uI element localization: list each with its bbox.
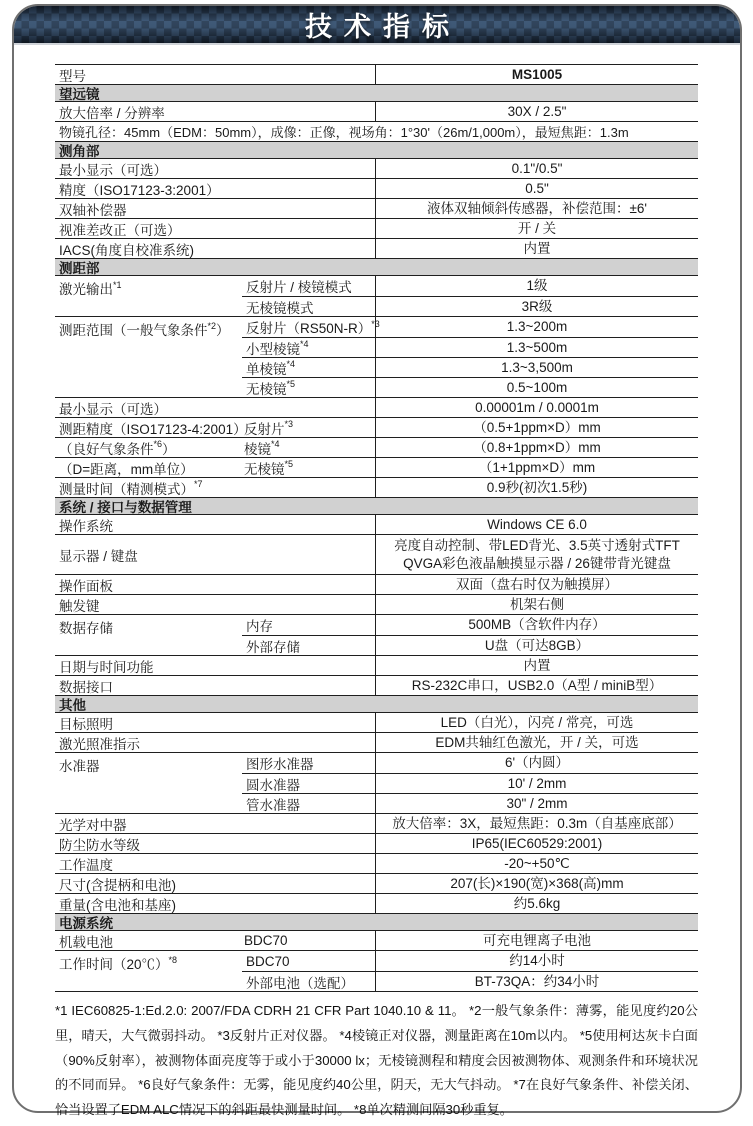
row-sub-label [242, 338, 375, 357]
sub-row [242, 377, 698, 397]
row-value [375, 338, 698, 357]
sub-row [242, 337, 698, 357]
row-value [375, 854, 698, 873]
row-label-text: 物镜孔径：45mm（EDM：50mm），成像：正像，视场角：1°30'（26m/1,000m），最短焦距：1.3m [59, 125, 629, 140]
row-label [55, 615, 242, 655]
row-label [55, 65, 375, 84]
row-sub-label [242, 951, 375, 971]
row-label [55, 874, 375, 893]
section-header-row [55, 497, 698, 514]
sub-label-text: 无棱镜$^{*5}$ [246, 379, 296, 397]
footnote-marker: *3 [371, 318, 380, 329]
row-value-text: Windows CE 6.0 [487, 516, 587, 532]
row-value-text: 6'（内圆） [504, 755, 570, 770]
sub-row [242, 635, 698, 655]
row-value [375, 615, 698, 635]
row-label [55, 219, 375, 238]
row-value [375, 358, 698, 377]
row-value-text: 30" / 2mm [506, 795, 568, 811]
spec-row [55, 238, 698, 258]
spec-row [55, 675, 698, 695]
row-value-text: 约5.6kg [513, 895, 561, 911]
row-value [375, 179, 698, 198]
spec-table [55, 64, 698, 992]
spec-row [55, 64, 698, 84]
row-label [55, 478, 375, 497]
row-value-text: EDM共轴红色激光，开 / 关，可选 [435, 734, 639, 750]
sub-rows [242, 951, 698, 991]
row-sub-label [242, 378, 375, 397]
spec-row [55, 514, 698, 534]
row-label-text: 工作温度 [59, 857, 113, 873]
row-value-text: U盘（可达8GB） [484, 637, 590, 653]
sub-label-text: 单棱镜$^{*4}$ [246, 359, 296, 377]
row-sub-label: BDC70 [244, 933, 288, 948]
row-value-text: 亮度自动控制、带LED背光、3.5英寸透射式TFT QVGA彩色液晶触摸显示器 / 26键带背光键盘 [394, 538, 680, 571]
row-value [375, 774, 698, 793]
row-value [375, 219, 698, 238]
row-value [375, 378, 698, 397]
row-value-text: 1级 [526, 278, 548, 293]
row-value [375, 951, 698, 971]
sub-label-text: 反射片$(RS50N-R)^{*3}$ [246, 318, 380, 336]
row-label-text: （良好气象条件$^{*6}$） [59, 439, 176, 457]
row-sub-label [242, 794, 375, 813]
row-value [375, 753, 698, 773]
row-value-text: 1.3~3,500m [501, 359, 573, 375]
row-label-text: 测距精度（ISO17123-4:2001） [59, 421, 247, 437]
row-label-text: 激光输出$^{*1}$ [59, 279, 122, 297]
spec-row [55, 178, 698, 198]
sub-label-text: 外部存储 [246, 639, 300, 655]
row-label-text: 数据接口 [59, 679, 113, 695]
sub-label-text: 外部电池（选配） [246, 975, 354, 991]
row-label-text: 显示器 / 键盘 [59, 548, 138, 564]
row-label-text: 防尘防水等级 [59, 837, 140, 853]
row-value-text: 1.3~200m [506, 319, 568, 334]
row-value [375, 794, 698, 813]
row-label-text: 操作面板 [59, 578, 113, 594]
sub-label-text: 内存 [246, 619, 273, 634]
footnote-marker: *8 [168, 954, 178, 965]
row-label-text: 日期与时间功能 [59, 659, 154, 675]
row-sub-label [242, 297, 375, 316]
row-label [55, 317, 242, 397]
row-value [375, 199, 698, 218]
row-value [375, 595, 698, 614]
row-value-text: 500MB（含软件内存） [468, 617, 606, 632]
row-label-text: 最小显示（可选） [59, 162, 167, 178]
row-label-text: 尺寸(含提柄和电池) [59, 877, 176, 893]
row-label-text: 放大倍率 / 分辨率 [59, 105, 165, 121]
spec-row [55, 477, 698, 497]
row-label-text: 视准差改正（可选） [59, 222, 181, 238]
row-label [55, 656, 375, 675]
row-value [375, 65, 698, 84]
row-label [55, 458, 375, 477]
footnote-marker: *4 [271, 439, 280, 449]
row-label [55, 713, 375, 732]
row-sub-label [242, 276, 375, 296]
spec-row [55, 594, 698, 614]
sub-label-text: 反射片 / 棱镜模式 [246, 280, 352, 295]
spec-row [55, 417, 698, 437]
row-value-text: 0.1"/0.5" [511, 160, 563, 176]
row-value [375, 636, 698, 655]
row-value-text: 3R级 [521, 298, 553, 314]
spec-row [55, 655, 698, 675]
spec-row-group [55, 614, 698, 655]
row-value [375, 676, 698, 695]
row-value [375, 398, 698, 417]
row-value [375, 458, 698, 477]
row-value [375, 814, 698, 833]
footnote-marker: *5 [286, 379, 296, 389]
row-label-text: 最小显示（可选） [59, 401, 167, 417]
spec-row-fullwidth [55, 121, 698, 141]
section-title: 望远镜 [59, 87, 100, 102]
spec-row [55, 158, 698, 178]
row-value-text: 207(长)×190(宽)×368(高)mm [450, 875, 624, 891]
row-label [55, 753, 242, 813]
row-value-text: 0.00001m / 0.0001m [475, 399, 599, 415]
row-value [375, 478, 698, 497]
row-label-text: 工作时间（20℃）$^{*8}$ [59, 954, 178, 972]
row-value-text: BT-73QA：约34小时 [474, 973, 600, 989]
row-value-text: 机架右侧 [510, 596, 564, 612]
sub-row [242, 357, 698, 377]
spec-row-group [55, 752, 698, 813]
row-label [55, 834, 375, 853]
spec-row-group [55, 275, 698, 316]
spec-row [55, 457, 698, 477]
sub-rows [242, 615, 698, 655]
row-label [55, 595, 375, 614]
row-label-text: 激光照准指示 [59, 736, 140, 752]
row-value-text: 0.5~100m [506, 379, 568, 395]
row-sub-label [242, 972, 375, 991]
sub-rows [242, 276, 698, 316]
spec-row [55, 732, 698, 752]
section-title: 其他 [59, 698, 86, 713]
sub-label-text: 无棱镜模式 [246, 300, 314, 316]
row-value-text: 双面（盘右时仅为触摸屏） [456, 576, 618, 592]
row-sub-label [242, 753, 375, 773]
footnote-marker: *1 [113, 279, 122, 290]
row-label-text: 目标照明 [59, 716, 113, 732]
row-value-text: LED（白光），闪亮 / 常亮，可选 [440, 714, 634, 730]
row-label [55, 733, 375, 752]
row-label [55, 814, 375, 833]
row-label [55, 676, 375, 695]
row-value-text: 30X / 2.5" [507, 103, 567, 119]
row-value [375, 894, 698, 913]
row-value [375, 239, 698, 258]
sub-label-text: 圆水准器 [246, 777, 300, 793]
row-value-text: 约14小时 [509, 953, 565, 968]
row-label [55, 951, 242, 991]
row-value-text: 内置 [523, 657, 551, 673]
sub-rows [242, 753, 698, 813]
row-label [55, 575, 375, 594]
row-label [55, 894, 375, 913]
row-value-text: 可充电锂离子电池 [483, 932, 591, 948]
content-area [14, 64, 740, 1123]
row-value-text: 0.9秒(初次1.5秒) [486, 479, 588, 495]
row-value-text: 10' / 2mm [507, 775, 567, 791]
footnote-marker: *5 [284, 459, 294, 469]
row-value [375, 656, 698, 675]
row-value-text: 1.3~500m [506, 339, 568, 355]
row-label [55, 239, 375, 258]
sub-row [242, 773, 698, 793]
spec-row [55, 101, 698, 121]
section-header-row [55, 258, 698, 275]
sub-row [242, 753, 698, 773]
row-value [375, 515, 698, 534]
spec-row-group [55, 950, 698, 991]
row-value-text: 0.5" [525, 180, 549, 196]
row-value-text: 开 / 关 [517, 220, 557, 236]
spec-row [55, 198, 698, 218]
spec-sheet-box [12, 4, 742, 1118]
row-label [55, 159, 375, 178]
header-band [14, 6, 740, 45]
row-value-text: IP65(IEC60529:2001) [471, 835, 603, 851]
row-label-text: 操作系统 [59, 518, 113, 534]
row-label [55, 179, 375, 198]
sub-row [242, 317, 698, 337]
row-sub-label [242, 774, 375, 793]
row-value-text: -20~+50℃ [504, 855, 570, 871]
row-label-text: 型号 [59, 68, 86, 84]
row-label [55, 102, 375, 121]
row-value [375, 931, 698, 950]
row-label [55, 854, 375, 873]
sub-row [242, 971, 698, 991]
row-label [55, 931, 375, 950]
sub-label-text: 图形水准器 [246, 757, 314, 772]
row-value [375, 276, 698, 296]
page-title: 技术指标 [305, 12, 461, 42]
sub-row [242, 793, 698, 813]
sub-row [242, 296, 698, 316]
spec-row [55, 833, 698, 853]
row-label-text: 光学对中器 [59, 817, 127, 833]
spec-row [55, 893, 698, 913]
row-sub-label [242, 317, 380, 337]
sub-label-text: 管水准器 [246, 797, 300, 813]
sub-label-text: 小型棱镜$^{*4}$ [246, 339, 309, 357]
spec-row [55, 813, 698, 833]
row-label-text: 水准器 [59, 759, 100, 774]
row-label-text: 双轴补偿器 [59, 202, 127, 218]
row-sub-label: 无棱镜$^{*5}$ [244, 459, 294, 477]
section-header-row [55, 84, 698, 101]
section-title: 测距部 [59, 261, 100, 276]
row-label-text: 机载电池 [59, 934, 113, 950]
row-sub-label: 反射片$^{*3}$ [244, 419, 294, 437]
section-title: 电源系统 [59, 916, 113, 931]
footnotes: *1 IEC60825-1:Ed.2.0: 2007/FDA CDRH 21 CFR Part 1040.10 & 11。 *2一般气象条件：薄雾，能见度约20公里，晴天，大气微弱抖动。 *3反射片正对仪器。 *4棱镜正对仪器，测量距离在10m以内。 *5使用柯达灰卡白面（90%反射率），被测物体面亮度等于或小于30000 lx；无棱镜测程和精度会因被测物体、观测条件和环境状况的不同而异。 *6良好气象条件：无雾，能见度约40公里，阴天，无大气抖动。 *7在良好气象条件、补偿关闭、恰当设置了EDM ALC情况下的斜距最快测量时间。 *8单次精测间隔30秒重复。 [55, 1003, 698, 1118]
row-value-text: （1+1ppm×D）mm [478, 459, 596, 475]
row-value [375, 733, 698, 752]
row-label-text: 重量(含电池和基座) [59, 897, 176, 913]
row-value-text: （0.8+1ppm×D）mm [473, 439, 601, 455]
row-value [375, 159, 698, 178]
row-label [55, 535, 375, 574]
row-label [55, 418, 375, 437]
row-value-text: 内置 [523, 240, 551, 256]
spec-row [55, 397, 698, 417]
footnote-marker: *4 [286, 359, 296, 369]
row-value [375, 713, 698, 732]
footnote-marker: *4 [300, 339, 309, 349]
row-value-text: 放大倍率：3X，最短焦距：0.3m（自基座底部） [392, 815, 682, 831]
row-sub-label [242, 358, 375, 377]
spec-row [55, 712, 698, 732]
row-label [55, 515, 375, 534]
row-value [375, 575, 698, 594]
section-header-row [55, 913, 698, 930]
spec-row [55, 853, 698, 873]
spec-row [55, 437, 698, 457]
sub-label-text: BDC70 [246, 953, 290, 969]
row-value [375, 418, 698, 437]
row-value [375, 972, 698, 991]
row-sub-label [242, 636, 375, 655]
spec-row-group [55, 316, 698, 397]
sub-rows [242, 317, 698, 397]
row-value [375, 874, 698, 893]
row-label [55, 398, 375, 417]
spec-row [55, 930, 698, 950]
row-label [55, 276, 242, 316]
row-value-text: （0.5+1ppm×D）mm [473, 419, 601, 435]
sub-row [242, 615, 698, 635]
spec-row [55, 574, 698, 594]
row-label-text: 数据存储 [59, 621, 113, 636]
row-label [55, 199, 375, 218]
row-value [375, 535, 698, 574]
section-header-row [55, 695, 698, 712]
row-label-text: 精度（ISO17123-3:2001） [59, 182, 220, 198]
spec-row [55, 873, 698, 893]
row-label-text: 测量时间（精测模式）$^{*7}$ [59, 479, 203, 497]
spec-row [55, 534, 698, 574]
row-value-text: 液体双轴倾斜传感器，补偿范围：±6' [427, 200, 647, 216]
footnote-marker: *2 [207, 320, 217, 331]
footnote-marker: *7 [194, 479, 203, 489]
footnote-marker: *6 [153, 439, 163, 449]
row-value-text: RS-232C串口，USB2.0（A型 / miniB型） [411, 677, 663, 693]
row-value [375, 102, 698, 121]
section-title: 系统 / 接口与数据管理 [59, 500, 192, 515]
spec-row [55, 218, 698, 238]
row-value-text: MS1005 [511, 66, 563, 82]
footnote-marker: *3 [284, 419, 294, 429]
sub-row [242, 276, 698, 296]
row-value [375, 438, 698, 457]
row-value [375, 317, 698, 337]
row-label-text: 触发键 [59, 598, 100, 614]
row-sub-label [242, 615, 375, 635]
row-value [375, 834, 698, 853]
row-label-text: （D=距离，mm单位） [59, 461, 194, 477]
section-header-row [55, 141, 698, 158]
row-sub-label: 棱镜$^{*4}$ [244, 439, 280, 457]
row-label [55, 438, 375, 457]
sub-row [242, 951, 698, 971]
row-label-text: IACS(角度自校准系统) [59, 242, 194, 258]
row-value [375, 297, 698, 316]
row-label-text: 测距范围（一般气象条件$^{*2}$） [59, 320, 230, 338]
section-title: 测角部 [59, 144, 100, 159]
